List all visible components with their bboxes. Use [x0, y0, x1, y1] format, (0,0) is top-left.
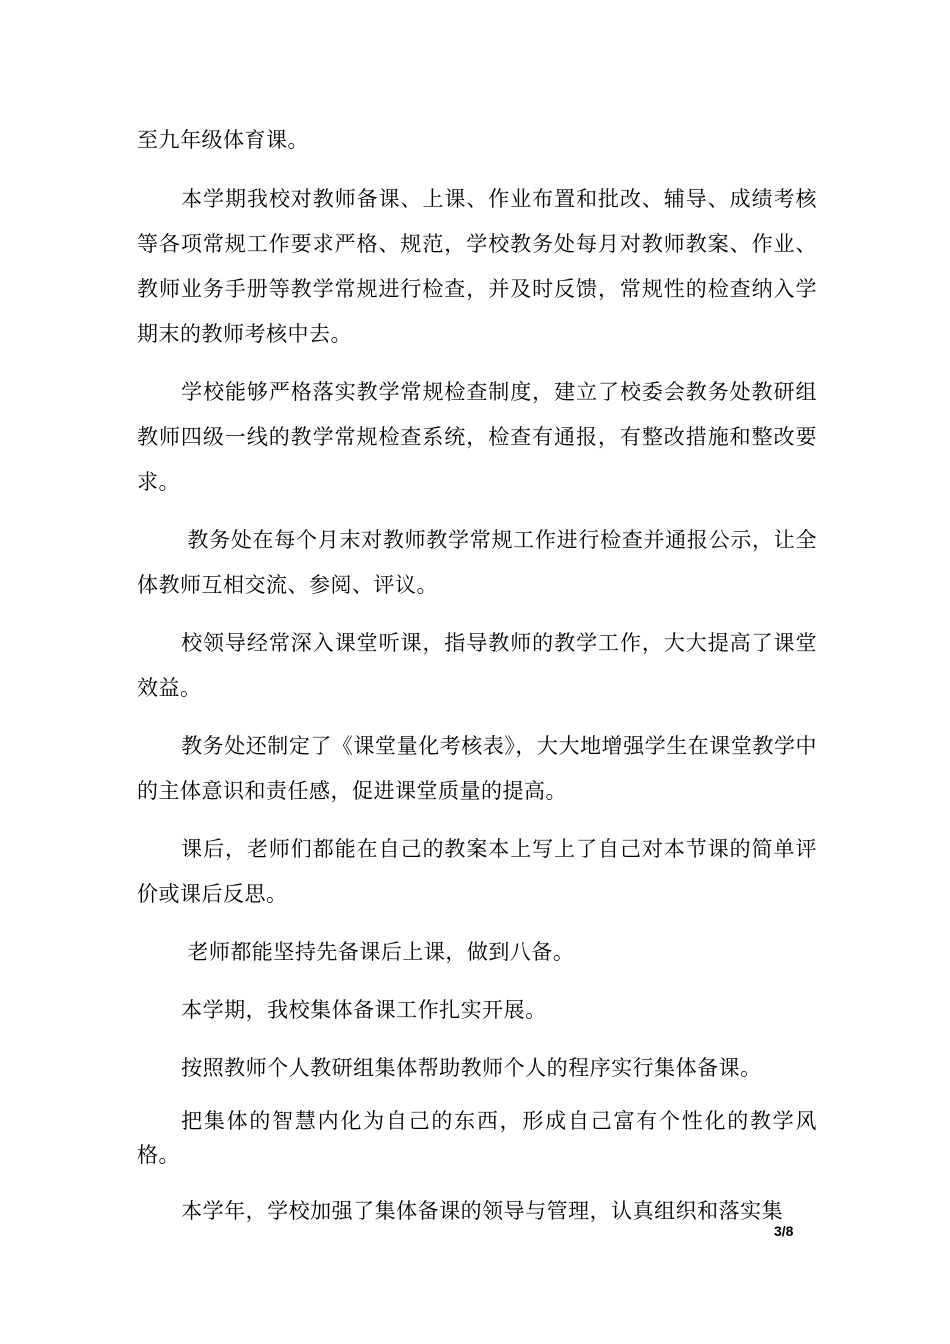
paragraph-6: 教务处还制定了《课堂量化考核表》，大大地增强学生在课堂教学中的主体意识和责任感，促进课堂质量的提高。 — [137, 734, 817, 803]
paragraph-9: 本学期，我校集体备课工作扎实开展。 — [181, 998, 547, 1022]
paragraph-10: 按照教师个人教研组集体帮助教师个人的程序实行集体备课。 — [181, 1056, 762, 1080]
paragraph-1: 至九年级体育课。 — [137, 128, 309, 152]
paragraph-12: 本学年，学校加强了集体备课的领导与管理，认真组织和落实集 — [181, 1199, 784, 1223]
paragraph-7: 课后，老师们都能在自己的教案本上写上了自己对本节课的简单评价或课后反思。 — [137, 837, 817, 906]
page-number: 3/8 — [774, 1223, 794, 1239]
document-body — [137, 118, 817, 1247]
paragraph-5: 校领导经常深入课堂听课，指导教师的教学工作，大大提高了课堂效益。 — [137, 631, 817, 700]
paragraph-11: 把集体的智慧内化为自己的东西，形成自己富有个性化的教学风格。 — [137, 1109, 817, 1167]
paragraph-8: 老师都能坚持先备课后上课，做到八备。 — [187, 940, 575, 964]
paragraph-3: 学校能够严格落实教学常规检查制度，建立了校委会教务处教研组教师四级一线的教学常规检查系统，检查有通报，有整改措施和整改要求。 — [137, 380, 817, 494]
paragraph-2: 本学期我校对教师备课、上课、作业布置和批改、辅导、成绩考核等各项常规工作要求严格、规范，学校教务处每月对教师教案、作业、教师业务手册等教学常规进行检查，并及时反馈，常规性的检查纳入学期末的教师考核中去。 — [137, 187, 817, 346]
paragraph-4: 教务处在每个月末对教师教学常规工作进行检查并通报公示，让全体教师互相交流、参阅、评议。 — [137, 528, 817, 597]
